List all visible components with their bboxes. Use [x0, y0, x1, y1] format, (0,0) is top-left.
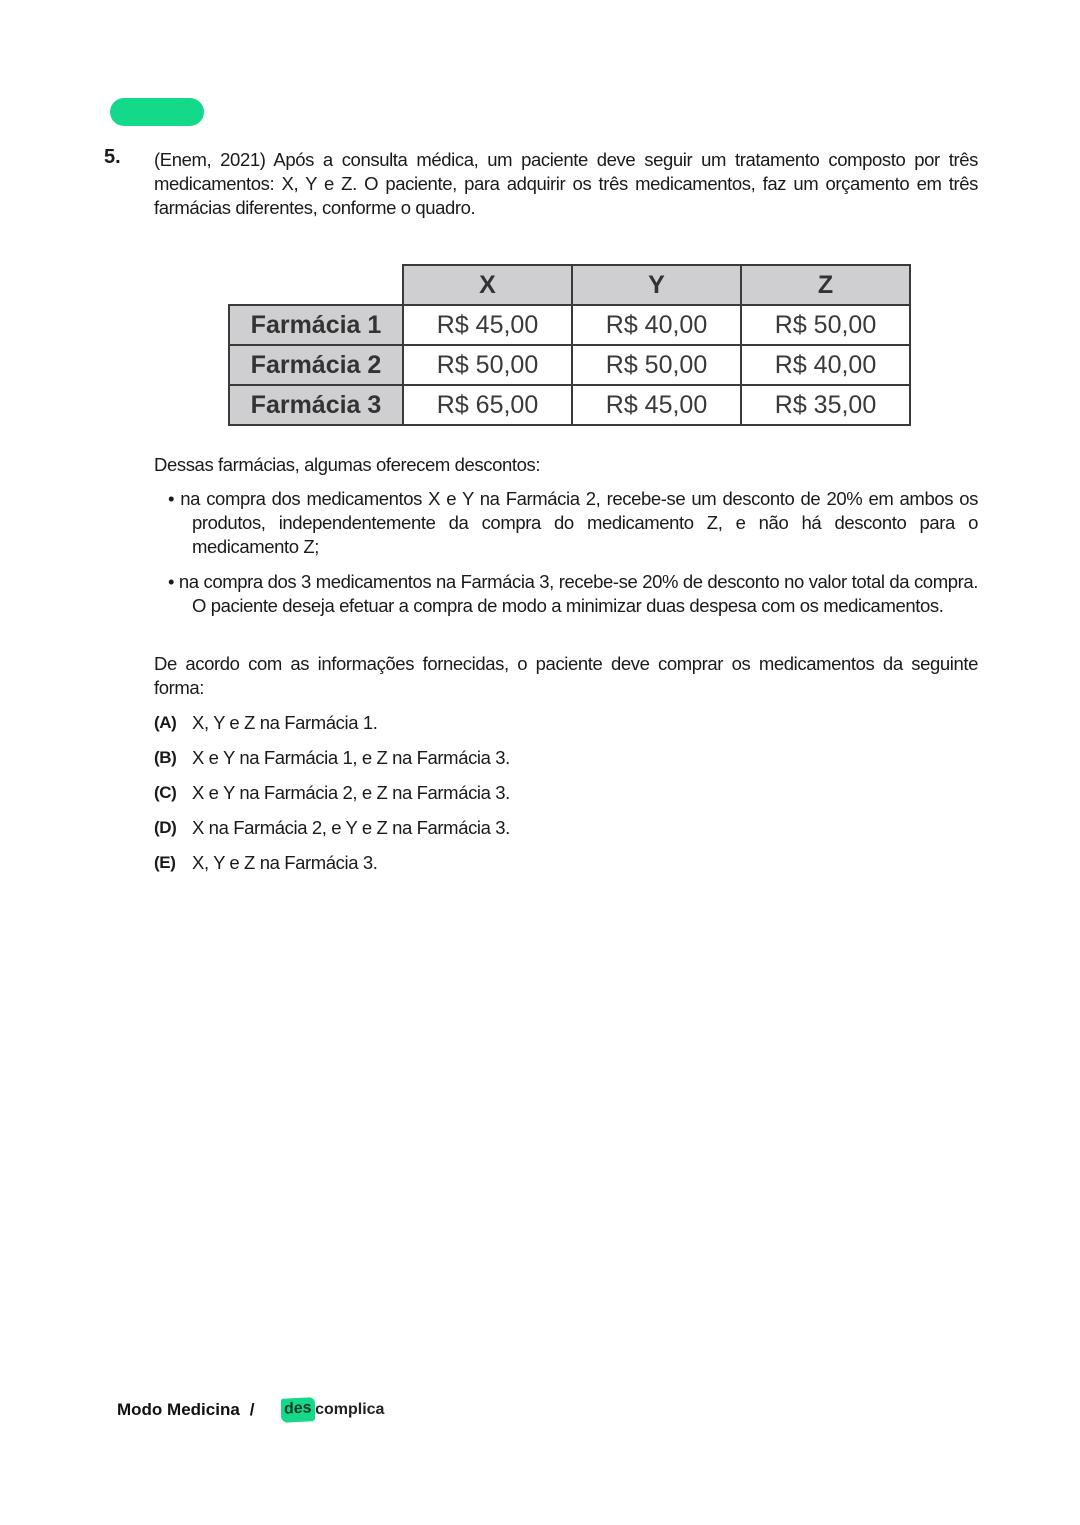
row-header: Farmácia 2: [229, 345, 403, 385]
option-text: X na Farmácia 2, e Y e Z na Farmácia 3.: [192, 817, 510, 838]
discount-bullet: [154, 570, 978, 618]
table-cell: R$ 40,00: [741, 345, 910, 385]
option-letter: (D): [154, 818, 177, 837]
logo-wordmark: complica: [315, 1401, 385, 1418]
column-header: X: [403, 265, 572, 305]
table-cell: R$ 50,00: [741, 305, 910, 345]
question-statement: (Enem, 2021) Após a consulta médica, um paciente deve seguir um tratamento composto por três medicamentos: X, Y e Z. O paciente, para adquirir os três medicamentos, faz um orçamento em três farmácias diferentes, conforme o quadro.: [154, 149, 978, 218]
answer-options: [154, 711, 510, 886]
bullet-icon: •: [168, 488, 181, 509]
option-letter: (A): [154, 713, 177, 732]
discount-bullet: [154, 487, 978, 559]
option-text: X e Y na Farmácia 1, e Z na Farmácia 3.: [192, 747, 510, 768]
page-footer: [117, 1398, 384, 1422]
option-text: X, Y e Z na Farmácia 3.: [192, 852, 378, 873]
table-cell: R$ 50,00: [572, 345, 741, 385]
question-prompt: De acordo com as informações fornecidas, o paciente deve comprar os medicamentos da seguinte forma:: [154, 653, 978, 698]
table-row: [229, 385, 910, 425]
answer-option-a[interactable]: [154, 711, 510, 746]
bullet-text: na compra dos 3 medicamentos na Farmácia 3, recebe-se 20% de desconto no valor total da compra. O paciente deseja efetuar a compra de modo a minimizar duas despesa com os medicamentos.: [178, 571, 978, 616]
descomplica-logo: [281, 1398, 385, 1422]
table-header-row: [229, 265, 910, 305]
bullet-icon: •: [168, 571, 179, 592]
table-row: [229, 345, 910, 385]
table-row: [229, 305, 910, 345]
option-letter: (B): [154, 748, 177, 767]
footer-separator: /: [249, 1400, 255, 1419]
answer-option-d[interactable]: [154, 816, 510, 851]
table-cell: R$ 45,00: [572, 385, 741, 425]
answer-option-c[interactable]: [154, 781, 510, 816]
row-header: Farmácia 1: [229, 305, 403, 345]
table-cell: R$ 50,00: [403, 345, 572, 385]
price-table: [228, 264, 911, 426]
answer-option-e[interactable]: [154, 851, 510, 886]
option-letter: (C): [154, 783, 177, 802]
table-cell: R$ 40,00: [572, 305, 741, 345]
logo-des-mark: des: [281, 1397, 315, 1423]
row-header: Farmácia 3: [229, 385, 403, 425]
discount-intro: Dessas farmácias, algumas oferecem descontos:: [154, 454, 541, 475]
table-cell: R$ 35,00: [741, 385, 910, 425]
table-cell: R$ 65,00: [403, 385, 572, 425]
category-tag-pill: [110, 98, 204, 126]
option-letter: (E): [154, 853, 176, 872]
footer-section-label: Modo Medicina: [117, 1400, 240, 1419]
column-header: Y: [572, 265, 741, 305]
answer-option-b[interactable]: [154, 746, 510, 781]
bullet-text: na compra dos medicamentos X e Y na Farmácia 2, recebe-se um desconto de 20% em ambos os produtos, independentemente da compra do medicamento Z, e não há desconto para o medicamento Z;: [180, 488, 978, 557]
question-number: 5.: [104, 146, 121, 168]
table-corner: [229, 265, 403, 305]
column-header: Z: [741, 265, 910, 305]
option-text: X e Y na Farmácia 2, e Z na Farmácia 3.: [192, 782, 510, 803]
option-text: X, Y e Z na Farmácia 1.: [192, 712, 378, 733]
table-cell: R$ 45,00: [403, 305, 572, 345]
